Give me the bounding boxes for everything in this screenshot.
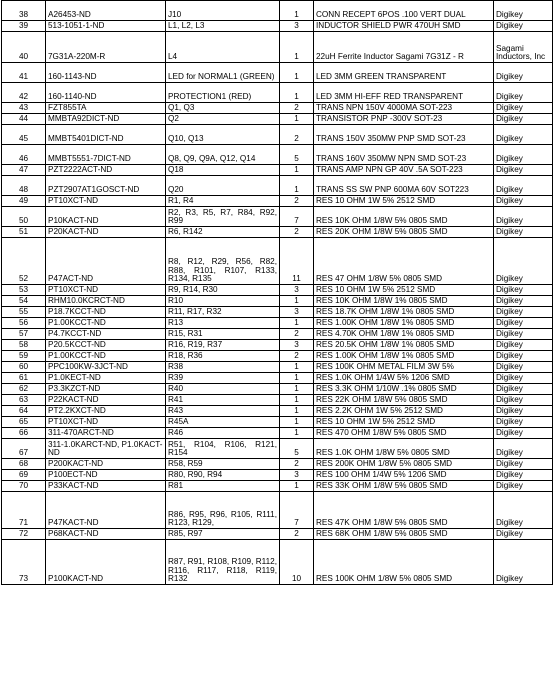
reference-designator-cell: R11, R17, R32 <box>166 307 280 318</box>
description-cell: 22uH Ferrite Inductor Sagami 7G31Z - R <box>314 32 494 63</box>
description-cell: RES 22K OHM 1/8W 5% 0805 SMD <box>314 395 494 406</box>
reference-designator-cell: Q10, Q13 <box>166 125 280 145</box>
quantity-cell: 2 <box>280 196 314 207</box>
table-row <box>2 373 553 384</box>
part-number-cell: PT10XCT-ND <box>46 285 166 296</box>
reference-designator-cell: R81 <box>166 481 280 492</box>
table-row <box>2 329 553 340</box>
item-number-cell: 66 <box>2 428 46 439</box>
item-number-cell: 52 <box>2 238 46 285</box>
item-number-cell: 71 <box>2 492 46 529</box>
bom-table <box>1 0 553 585</box>
reference-designator-cell: Q2 <box>166 114 280 125</box>
part-number-cell: P3.3KZCT-ND <box>46 384 166 395</box>
item-number-cell: 42 <box>2 83 46 103</box>
quantity-cell: 1 <box>280 165 314 176</box>
part-number-cell: 7G31A-220M-R <box>46 32 166 63</box>
quantity-cell: 1 <box>280 373 314 384</box>
item-number-cell: 67 <box>2 439 46 459</box>
quantity-cell: 11 <box>280 238 314 285</box>
part-number-cell: 160-1140-ND <box>46 83 166 103</box>
table-row <box>2 125 553 145</box>
bom-table-body <box>2 1 553 585</box>
item-number-cell: 59 <box>2 351 46 362</box>
description-cell: RES 68K OHM 1/8W 5% 0805 SMD <box>314 529 494 540</box>
table-row <box>2 481 553 492</box>
description-cell: RES 10 OHM 1W 5% 2512 SMD <box>314 417 494 428</box>
table-row <box>2 492 553 529</box>
vendor-cell: Digikey <box>494 307 553 318</box>
part-number-cell: RHM10.0KCRCT-ND <box>46 296 166 307</box>
vendor-cell: Digikey <box>494 296 553 307</box>
vendor-cell: Digikey <box>494 145 553 165</box>
vendor-cell: Digikey <box>494 165 553 176</box>
part-number-cell: 311-1.0KARCT-ND, P1.0KACT-ND <box>46 439 166 459</box>
vendor-cell: Digikey <box>494 207 553 227</box>
part-number-cell: PZT2907AT1GOSCT-ND <box>46 176 166 196</box>
part-number-cell: P68KACT-ND <box>46 529 166 540</box>
table-row <box>2 238 553 285</box>
item-number-cell: 47 <box>2 165 46 176</box>
vendor-cell: Digikey <box>494 176 553 196</box>
part-number-cell: P1.0KECT-ND <box>46 373 166 384</box>
vendor-cell: Digikey <box>494 481 553 492</box>
quantity-cell: 10 <box>280 540 314 585</box>
vendor-cell: Digikey <box>494 492 553 529</box>
description-cell: RES 33K OHM 1/8W 5% 0805 SMD <box>314 481 494 492</box>
description-cell: RES 200K OHM 1/8W 5% 0805 SMD <box>314 459 494 470</box>
reference-designator-cell: R6, R142 <box>166 227 280 238</box>
quantity-cell: 2 <box>280 125 314 145</box>
item-number-cell: 56 <box>2 318 46 329</box>
item-number-cell: 49 <box>2 196 46 207</box>
table-row <box>2 285 553 296</box>
quantity-cell: 1 <box>280 114 314 125</box>
table-row <box>2 362 553 373</box>
description-cell: RES 100 OHM 1/4W 5% 1206 SMD <box>314 470 494 481</box>
table-row <box>2 21 553 32</box>
item-number-cell: 70 <box>2 481 46 492</box>
vendor-cell: Digikey <box>494 114 553 125</box>
reference-designator-cell: R87, R91, R108, R109, R112, R116, R117, R118, R119, R132 <box>166 540 280 585</box>
quantity-cell: 1 <box>280 384 314 395</box>
reference-designator-cell: L4 <box>166 32 280 63</box>
reference-designator-cell: R40 <box>166 384 280 395</box>
item-number-cell: 55 <box>2 307 46 318</box>
quantity-cell: 2 <box>280 103 314 114</box>
item-number-cell: 50 <box>2 207 46 227</box>
table-row <box>2 459 553 470</box>
table-row <box>2 318 553 329</box>
vendor-cell: Digikey <box>494 227 553 238</box>
part-number-cell: P100ECT-ND <box>46 470 166 481</box>
table-row <box>2 207 553 227</box>
description-cell: RES 10 OHM 1W 5% 2512 SMD <box>314 196 494 207</box>
part-number-cell: P33KACT-ND <box>46 481 166 492</box>
reference-designator-cell: R43 <box>166 406 280 417</box>
reference-designator-cell: Q1, Q3 <box>166 103 280 114</box>
vendor-cell: Digikey <box>494 406 553 417</box>
description-cell: TRANS AMP NPN GP 40V .5A SOT-223 <box>314 165 494 176</box>
part-number-cell: MMBTA92DICT-ND <box>46 114 166 125</box>
vendor-cell: Digikey <box>494 63 553 83</box>
reference-designator-cell: R46 <box>166 428 280 439</box>
vendor-cell: Digikey <box>494 83 553 103</box>
part-number-cell: PT10XCT-ND <box>46 196 166 207</box>
description-cell: RES 18.7K OHM 1/8W 1% 0805 SMD <box>314 307 494 318</box>
item-number-cell: 51 <box>2 227 46 238</box>
quantity-cell: 1 <box>280 83 314 103</box>
reference-designator-cell: R1, R4 <box>166 196 280 207</box>
description-cell: RES 47K OHM 1/8W 5% 0805 SMD <box>314 492 494 529</box>
description-cell: RES 470 OHM 1/8W 5% 0805 SMD <box>314 428 494 439</box>
description-cell: RES 100K OHM METAL FILM 3W 5% <box>314 362 494 373</box>
vendor-cell: Digikey <box>494 417 553 428</box>
vendor-cell: Digikey <box>494 1 553 21</box>
vendor-cell: Digikey <box>494 351 553 362</box>
reference-designator-cell: R86, R95, R96, R105, R111, R123, R129, <box>166 492 280 529</box>
quantity-cell: 2 <box>280 351 314 362</box>
item-number-cell: 43 <box>2 103 46 114</box>
item-number-cell: 64 <box>2 406 46 417</box>
reference-designator-cell: R13 <box>166 318 280 329</box>
reference-designator-cell: R9, R14, R30 <box>166 285 280 296</box>
vendor-cell: Digikey <box>494 125 553 145</box>
quantity-cell: 1 <box>280 1 314 21</box>
part-number-cell: MMBT5551-7DICT-ND <box>46 145 166 165</box>
description-cell: RES 10 OHM 1W 5% 2512 SMD <box>314 285 494 296</box>
reference-designator-cell: J10 <box>166 1 280 21</box>
description-cell: TRANS NPN 150V 4000MA SOT-223 <box>314 103 494 114</box>
quantity-cell: 1 <box>280 32 314 63</box>
quantity-cell: 3 <box>280 285 314 296</box>
item-number-cell: 54 <box>2 296 46 307</box>
vendor-cell: Digikey <box>494 384 553 395</box>
table-row <box>2 406 553 417</box>
description-cell: LED 3MM GREEN TRANSPARENT <box>314 63 494 83</box>
reference-designator-cell: R18, R36 <box>166 351 280 362</box>
part-number-cell: P10KACT-ND <box>46 207 166 227</box>
quantity-cell: 7 <box>280 492 314 529</box>
quantity-cell: 1 <box>280 481 314 492</box>
table-row <box>2 540 553 585</box>
vendor-cell: Digikey <box>494 470 553 481</box>
quantity-cell: 1 <box>280 428 314 439</box>
description-cell: RES 3.3K OHM 1/10W .1% 0805 SMD <box>314 384 494 395</box>
quantity-cell: 3 <box>280 340 314 351</box>
description-cell: RES 1.0K OHM 1/4W 5% 1206 SMD <box>314 373 494 384</box>
vendor-cell: Digikey <box>494 439 553 459</box>
vendor-cell: Digikey <box>494 395 553 406</box>
description-cell: RES 47 OHM 1/8W 5% 0805 SMD <box>314 238 494 285</box>
reference-designator-cell: R41 <box>166 395 280 406</box>
reference-designator-cell: R10 <box>166 296 280 307</box>
reference-designator-cell: R85, R97 <box>166 529 280 540</box>
part-number-cell: P100KACT-ND <box>46 540 166 585</box>
item-number-cell: 61 <box>2 373 46 384</box>
table-row <box>2 439 553 459</box>
quantity-cell: 1 <box>280 63 314 83</box>
part-number-cell: P47ACT-ND <box>46 238 166 285</box>
quantity-cell: 1 <box>280 296 314 307</box>
reference-designator-cell: R51, R104, R106, R121, R154 <box>166 439 280 459</box>
item-number-cell: 68 <box>2 459 46 470</box>
description-cell: TRANS SS SW PNP 600MA 60V SOT223 <box>314 176 494 196</box>
reference-designator-cell: Q8, Q9, Q9A, Q12, Q14 <box>166 145 280 165</box>
quantity-cell: 1 <box>280 318 314 329</box>
description-cell: RES 10K OHM 1/8W 5% 0805 SMD <box>314 207 494 227</box>
item-number-cell: 44 <box>2 114 46 125</box>
table-row <box>2 83 553 103</box>
description-cell: RES 20.5K OHM 1/8W 1% 0805 SMD <box>314 340 494 351</box>
reference-designator-cell: Q18 <box>166 165 280 176</box>
table-row <box>2 196 553 207</box>
quantity-cell: 3 <box>280 470 314 481</box>
item-number-cell: 45 <box>2 125 46 145</box>
quantity-cell: 7 <box>280 207 314 227</box>
vendor-cell: Sagami Inductors, Inc <box>494 32 553 63</box>
vendor-cell: Digikey <box>494 362 553 373</box>
reference-designator-cell: R58, R59 <box>166 459 280 470</box>
item-number-cell: 63 <box>2 395 46 406</box>
quantity-cell: 1 <box>280 417 314 428</box>
part-number-cell: FZT855TA <box>46 103 166 114</box>
table-row <box>2 103 553 114</box>
quantity-cell: 5 <box>280 145 314 165</box>
quantity-cell: 1 <box>280 395 314 406</box>
table-row <box>2 470 553 481</box>
quantity-cell: 3 <box>280 21 314 32</box>
table-row <box>2 145 553 165</box>
part-number-cell: P20.5KCCT-ND <box>46 340 166 351</box>
quantity-cell: 3 <box>280 307 314 318</box>
reference-designator-cell: L1, L2, L3 <box>166 21 280 32</box>
part-number-cell: MMBT5401DICT-ND <box>46 125 166 145</box>
description-cell: TRANS 150V 350MW PNP SMD SOT-23 <box>314 125 494 145</box>
table-row <box>2 296 553 307</box>
part-number-cell: P20KACT-ND <box>46 227 166 238</box>
part-number-cell: P22KACT-ND <box>46 395 166 406</box>
table-row <box>2 395 553 406</box>
quantity-cell: 2 <box>280 459 314 470</box>
reference-designator-cell: R39 <box>166 373 280 384</box>
vendor-cell: Digikey <box>494 318 553 329</box>
reference-designator-cell: R8, R12, R29, R56, R82, R88, R101, R107, R133, R134, R135 <box>166 238 280 285</box>
vendor-cell: Digikey <box>494 428 553 439</box>
part-number-cell: 160-1143-ND <box>46 63 166 83</box>
item-number-cell: 46 <box>2 145 46 165</box>
part-number-cell: P1.00KCCT-ND <box>46 351 166 362</box>
item-number-cell: 72 <box>2 529 46 540</box>
table-row <box>2 340 553 351</box>
description-cell: RES 1.0K OHM 1/8W 5% 0805 SMD <box>314 439 494 459</box>
vendor-cell: Digikey <box>494 103 553 114</box>
table-row <box>2 384 553 395</box>
vendor-cell: Digikey <box>494 340 553 351</box>
vendor-cell: Digikey <box>494 285 553 296</box>
table-row <box>2 165 553 176</box>
quantity-cell: 1 <box>280 406 314 417</box>
table-row <box>2 114 553 125</box>
part-number-cell: P1.00KCCT-ND <box>46 318 166 329</box>
quantity-cell: 1 <box>280 176 314 196</box>
part-number-cell: P18.7KCCT-ND <box>46 307 166 318</box>
table-row <box>2 417 553 428</box>
table-row <box>2 428 553 439</box>
reference-designator-cell: R2, R3, R5, R7, R84, R92, R99 <box>166 207 280 227</box>
vendor-cell: Digikey <box>494 329 553 340</box>
vendor-cell: Digikey <box>494 196 553 207</box>
item-number-cell: 69 <box>2 470 46 481</box>
part-number-cell: P200KACT-ND <box>46 459 166 470</box>
item-number-cell: 48 <box>2 176 46 196</box>
description-cell: RES 20K OHM 1/8W 5% 0805 SMD <box>314 227 494 238</box>
item-number-cell: 39 <box>2 21 46 32</box>
description-cell: TRANS 160V 350MW NPN SMD SOT-23 <box>314 145 494 165</box>
description-cell: RES 2.2K OHM 1W 5% 2512 SMD <box>314 406 494 417</box>
quantity-cell: 2 <box>280 329 314 340</box>
table-row <box>2 32 553 63</box>
table-row <box>2 227 553 238</box>
reference-designator-cell: PROTECTION1 (RED) <box>166 83 280 103</box>
part-number-cell: 311-470ARCT-ND <box>46 428 166 439</box>
description-cell: RES 100K OHM 1/8W 5% 0805 SMD <box>314 540 494 585</box>
description-cell: LED 3MM HI-EFF RED TRANSPARENT <box>314 83 494 103</box>
item-number-cell: 65 <box>2 417 46 428</box>
item-number-cell: 73 <box>2 540 46 585</box>
part-number-cell: 513-1051-1-ND <box>46 21 166 32</box>
item-number-cell: 58 <box>2 340 46 351</box>
vendor-cell: Digikey <box>494 459 553 470</box>
reference-designator-cell: LED for NORMAL1 (GREEN) <box>166 63 280 83</box>
item-number-cell: 38 <box>2 1 46 21</box>
part-number-cell: A26453-ND <box>46 1 166 21</box>
vendor-cell: Digikey <box>494 238 553 285</box>
table-row <box>2 529 553 540</box>
description-cell: RES 10K OHM 1/8W 1% 0805 SMD <box>314 296 494 307</box>
part-number-cell: PPC100KW-3JCT-ND <box>46 362 166 373</box>
table-row <box>2 176 553 196</box>
vendor-cell: Digikey <box>494 21 553 32</box>
quantity-cell: 1 <box>280 362 314 373</box>
quantity-cell: 2 <box>280 529 314 540</box>
part-number-cell: P4.7KCCT-ND <box>46 329 166 340</box>
item-number-cell: 40 <box>2 32 46 63</box>
description-cell: RES 1.00K OHM 1/8W 1% 0805 SMD <box>314 351 494 362</box>
quantity-cell: 5 <box>280 439 314 459</box>
vendor-cell: Digikey <box>494 373 553 384</box>
item-number-cell: 41 <box>2 63 46 83</box>
reference-designator-cell: R38 <box>166 362 280 373</box>
reference-designator-cell: Q20 <box>166 176 280 196</box>
reference-designator-cell: R16, R19, R37 <box>166 340 280 351</box>
reference-designator-cell: R80, R90, R94 <box>166 470 280 481</box>
part-number-cell: PT10XCT-ND <box>46 417 166 428</box>
part-number-cell: P47KACT-ND <box>46 492 166 529</box>
description-cell: RES 1.00K OHM 1/8W 1% 0805 SMD <box>314 318 494 329</box>
part-number-cell: PT2.2KXCT-ND <box>46 406 166 417</box>
vendor-cell: Digikey <box>494 540 553 585</box>
table-row <box>2 63 553 83</box>
table-row <box>2 307 553 318</box>
description-cell: TRANSISTOR PNP -300V SOT-23 <box>314 114 494 125</box>
item-number-cell: 62 <box>2 384 46 395</box>
item-number-cell: 53 <box>2 285 46 296</box>
item-number-cell: 57 <box>2 329 46 340</box>
table-row <box>2 351 553 362</box>
description-cell: RES 4.70K OHM 1/8W 1% 0805 SMD <box>314 329 494 340</box>
table-row <box>2 1 553 21</box>
item-number-cell: 60 <box>2 362 46 373</box>
description-cell: CONN RECEPT 6POS .100 VERT DUAL <box>314 1 494 21</box>
reference-designator-cell: R45A <box>166 417 280 428</box>
quantity-cell: 2 <box>280 227 314 238</box>
vendor-cell: Digikey <box>494 529 553 540</box>
reference-designator-cell: R15, R31 <box>166 329 280 340</box>
description-cell: INDUCTOR SHIELD PWR 470UH SMD <box>314 21 494 32</box>
part-number-cell: PZT2222ACT-ND <box>46 165 166 176</box>
